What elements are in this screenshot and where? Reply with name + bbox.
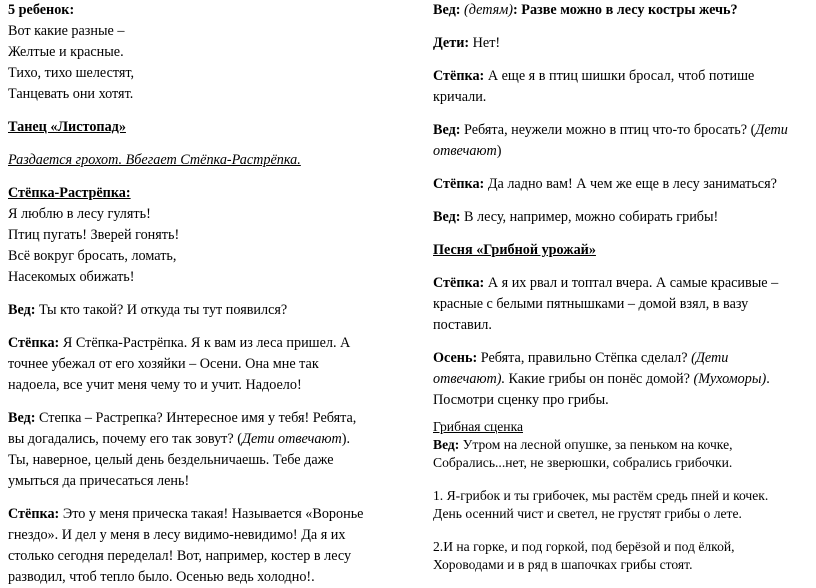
dialogue-line: гнездо». И дел у меня в лесу видимо-невидимо! Да я их	[8, 527, 346, 543]
dialogue-line: Осень: Ребята, правильно Стёпка сделал? (Дети	[433, 350, 729, 366]
dialogue-line: Стёпка: А еще я в птиц шишки бросал, чтоб потише	[433, 68, 755, 84]
poem-line: Танцевать они хотят.	[8, 86, 134, 102]
dialogue-line: разводил, чтоб тепло было. Осенью ведь холодно!.	[8, 569, 315, 585]
speaker-label: Стёпка-Растрёпка:	[8, 185, 131, 201]
dialogue-line: отвечают)	[433, 143, 502, 159]
dialogue-line: красные с белыми пятнышками – домой взял, в вазу	[433, 296, 749, 312]
dialogue-line: Вед: (детям): Разве можно в лесу костры жечь?	[433, 2, 738, 18]
verse-line: Хороводами и в ряд в шапочках грибы стоят.	[433, 557, 693, 572]
section-heading: Танец «Листопад»	[8, 119, 126, 135]
dialogue-line: отвечают). Какие грибы он понёс домой? (Мухоморы).	[433, 371, 770, 387]
dialogue-line: Ты, наверное, целый день бездельничаешь. Тебе даже	[8, 452, 334, 468]
verse-line: 1. Я-грибок и ты грибочек, мы растём средь пней и кочек.	[433, 488, 769, 503]
dialogue-line: точнее убежал от его хозяйки – Осени. Она мне так	[8, 356, 319, 372]
section-heading: Песня «Грибной урожай»	[433, 242, 596, 258]
dialogue-line: Вед: Ты кто такой? И откуда ты тут появился?	[8, 302, 288, 318]
dialogue-line: Стёпка: Это у меня прическа такая! Называется «Воронье	[8, 506, 364, 522]
dialogue-line: Стёпка: Я Стёпка-Растрёпка. Я к вам из леса пришел. А	[8, 335, 351, 351]
poem-line: Тихо, тихо шелестят,	[8, 65, 135, 81]
poem-line: Всё вокруг бросать, ломать,	[8, 248, 177, 264]
dialogue-line: умыться да причесаться лень!	[8, 473, 190, 489]
dialogue-line: Посмотри сценку про грибы.	[433, 392, 609, 408]
dialogue-line: поставил.	[433, 317, 492, 333]
dialogue-line: Вед: В лесу, например, можно собирать грибы!	[433, 209, 719, 225]
dialogue-line: Собрались...нет, не зверюшки, собрались грибочки.	[433, 455, 733, 470]
poem-line: Вот какие разные –	[8, 23, 125, 39]
dialogue-line: кричали.	[433, 89, 487, 105]
dialogue-line: вы догадались, почему его так зовут? (Дети отвечают).	[8, 431, 350, 447]
dialogue-line: Стёпка: А я их рвал и топтал вчера. А самые красивые –	[433, 275, 779, 291]
dialogue-line: Вед: Степка – Растрепка? Интересное имя у тебя! Ребята,	[8, 410, 357, 426]
dialogue-line: Дети: Нет!	[433, 35, 501, 51]
dialogue-line: Вед: Утром на лесной опушке, за пеньком на кочке,	[433, 437, 733, 452]
stage-direction: Раздается грохот. Вбегает Стёпка-Растрёпка.	[8, 152, 301, 168]
poem-line: Птиц пугать! Зверей гонять!	[8, 227, 180, 243]
dialogue-line: столько сегодня переделал! Вот, например, костер в лесу	[8, 548, 352, 564]
verse-line: 2.И на горке, и под горкой, под берёзой и под ёлкой,	[433, 539, 735, 554]
dialogue-line: Стёпка: Да ладно вам! А чем же еще в лесу заниматься?	[433, 176, 777, 192]
scene-title: Грибная сценка	[433, 419, 523, 434]
dialogue-line: надоела, все учит меня чему то и учит. Надоело!	[8, 377, 302, 393]
dialogue-line: Вед: Ребята, неужели можно в птиц что-то бросать? (Дети	[433, 122, 788, 138]
poem-line: Желтые и красные.	[8, 44, 124, 60]
poem-line: Насекомых обижать!	[8, 269, 135, 285]
poem-line: Я люблю в лесу гулять!	[8, 206, 151, 222]
verse-line: День осенний чист и светел, не грустят грибы о лете.	[433, 506, 742, 521]
speaker-label: 5 ребенок:	[8, 2, 75, 18]
